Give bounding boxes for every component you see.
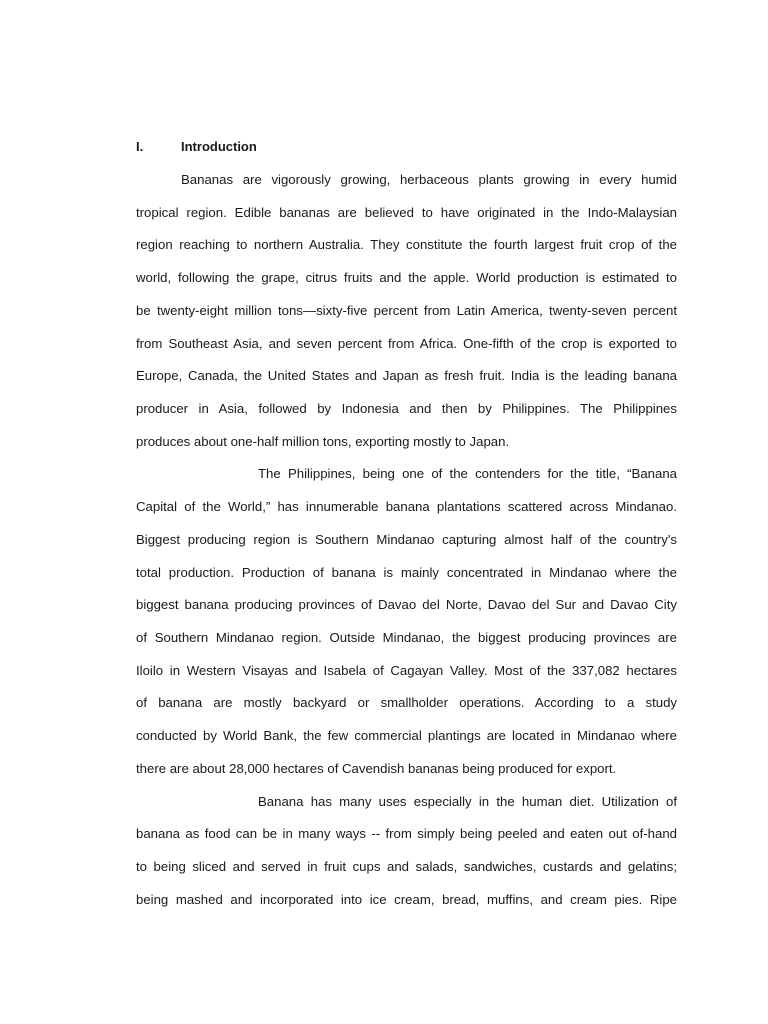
paragraph-1-line-1: Bananas are vigorously growing, herbaceous plants growing in every humid bbox=[181, 172, 677, 187]
paragraph-1-line-7: Europe, Canada, the United States and Japan as fresh fruit. India is the leading banana bbox=[136, 368, 677, 383]
paragraph-3-line-2: banana as food can be in many ways -- from simply being peeled and eaten out of-hand bbox=[136, 826, 677, 841]
paragraph-2-line-6: of Southern Mindanao region. Outside Mindanao, the biggest producing provinces are bbox=[136, 630, 677, 645]
paragraph-2-line-4: total production. Production of banana is mainly concentrated in Mindanao where the bbox=[136, 565, 677, 580]
paragraph-2-line-3: Biggest producing region is Southern Mindanao capturing almost half of the country's bbox=[136, 532, 677, 547]
section-title: Introduction bbox=[181, 139, 257, 154]
paragraph-1-line-4: world, following the grape, citrus fruits and the apple. World production is estimated to bbox=[136, 270, 677, 285]
section-number: I. bbox=[136, 139, 144, 154]
paragraph-1-line-6: from Southeast Asia, and seven percent from Africa. One-fifth of the crop is exported to bbox=[136, 336, 677, 351]
paragraph-2-line-5: biggest banana producing provinces of Davao del Norte, Davao del Sur and Davao City bbox=[136, 597, 677, 612]
paragraph-1-line-9: produces about one-half million tons, exporting mostly to Japan. bbox=[136, 434, 510, 449]
section-heading bbox=[136, 137, 257, 157]
paragraph-3-line-4: being mashed and incorporated into ice cream, bread, muffins, and cream pies. Ripe bbox=[136, 892, 677, 907]
paragraph-3-line-1: Banana has many uses especially in the human diet. Utilization of bbox=[258, 794, 677, 809]
paragraph-2-line-10: there are about 28,000 hectares of Cavendish bananas being produced for export. bbox=[136, 761, 617, 776]
paragraph-1-line-5: be twenty-eight million tons—sixty-five percent from Latin America, twenty-seven percent bbox=[136, 303, 677, 318]
paragraph-2-line-7: Iloilo in Western Visayas and Isabela of Cagayan Valley. Most of the 337,082 hectares bbox=[136, 663, 677, 678]
paragraph-2-line-8: of banana are mostly backyard or smallholder operations. According to a study bbox=[136, 695, 677, 710]
paragraph-2-line-2: Capital of the World,” has innumerable banana plantations scattered across Mindanao. bbox=[136, 499, 677, 514]
paragraph-2-line-1: The Philippines, being one of the contenders for the title, “Banana bbox=[258, 466, 677, 481]
paragraph-3-line-3: to being sliced and served in fruit cups and salads, sandwiches, custards and gelatins; bbox=[136, 859, 677, 874]
paragraph-1-line-3: region reaching to northern Australia. They constitute the fourth largest fruit crop of the bbox=[136, 237, 677, 252]
paragraph-1-line-8: producer in Asia, followed by Indonesia and then by Philippines. The Philippines bbox=[136, 401, 677, 416]
paragraph-2-line-9: conducted by World Bank, the few commercial plantings are located in Mindanao where bbox=[136, 728, 677, 743]
paragraph-1-line-2: tropical region. Edible bananas are believed to have originated in the Indo-Malaysian bbox=[136, 205, 677, 220]
